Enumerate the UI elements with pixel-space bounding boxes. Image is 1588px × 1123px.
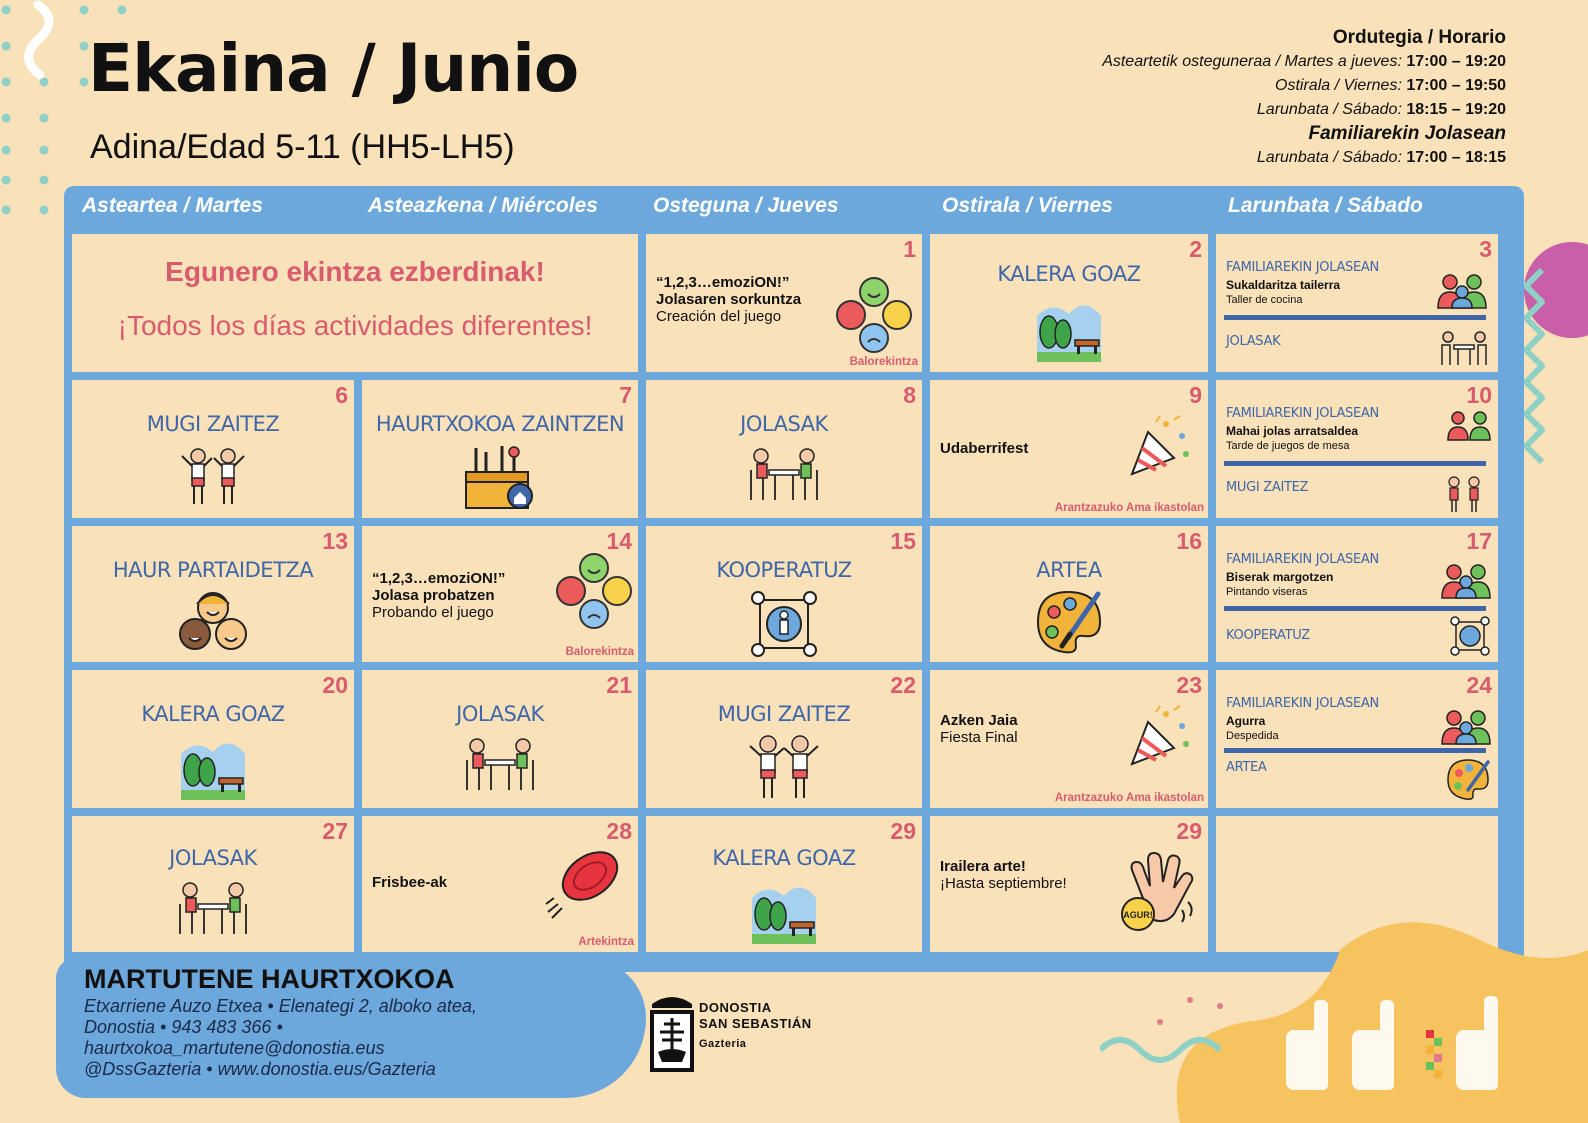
park-icon <box>1033 294 1105 364</box>
kids-jumping-icon <box>178 446 248 508</box>
day-cell-22[interactable] <box>646 670 922 808</box>
board-game-icon <box>749 446 819 502</box>
activity-label: MUGI ZAITEZ <box>1226 480 1309 495</box>
event-translation: Probando el juego <box>372 604 494 621</box>
family-activity-translation: Pintando viseras <box>1226 586 1308 598</box>
event-text <box>656 274 801 325</box>
schedule-line-1-time: 17:00 – 19:20 <box>1406 53 1506 70</box>
day-number: 10 <box>1466 382 1492 408</box>
activity-label: JOLASAK <box>740 412 828 436</box>
weekday-thursday: Osteguna / Jueves <box>653 194 839 217</box>
weekday-friday: Ostirala / Viernes <box>942 194 1113 217</box>
city-logo-text <box>699 1000 812 1052</box>
event-text <box>940 858 1067 892</box>
schedule-line-4 <box>1102 146 1506 170</box>
party-popper-icon <box>1126 704 1194 770</box>
emotions-icon <box>834 276 914 354</box>
intro-cell <box>72 234 638 372</box>
family-label: FAMILIAREKIN JOLASEAN <box>1226 696 1379 711</box>
day-cell-17[interactable] <box>1216 526 1498 662</box>
event-title: Frisbee-ak <box>372 874 448 891</box>
day-number: 6 <box>335 382 348 408</box>
family-activity-translation: Despedida <box>1226 730 1279 742</box>
event-subtitle: Jolasaren sorkuntza <box>656 291 802 308</box>
city-shield-icon <box>646 992 698 1076</box>
badge-text: AGUR! <box>1123 910 1153 920</box>
schedule-line-3-time: 18:15 – 19:20 <box>1406 101 1506 118</box>
day-number: 23 <box>1176 672 1202 698</box>
day-cell-20[interactable] <box>72 670 354 808</box>
family-icon <box>1440 708 1492 746</box>
family-activity: Agurra <box>1226 714 1266 728</box>
schedule-line-2-label: Ostirala / Viernes: <box>1275 77 1402 94</box>
day-cell-7[interactable] <box>362 380 638 518</box>
weekday-header <box>64 186 1524 228</box>
day-number: 14 <box>606 528 632 554</box>
schedule-line-4-label: Larunbata / Sábado: <box>1256 149 1402 166</box>
page-title: Ekaina / Junio <box>88 30 579 107</box>
event-text <box>940 440 1028 457</box>
schedule-heading: Ordutegia / Horario <box>1332 27 1506 48</box>
toolbox-icon <box>462 442 538 512</box>
day-cell-2[interactable] <box>930 234 1208 372</box>
day-number: 28 <box>606 818 632 844</box>
day-number: 16 <box>1176 528 1202 554</box>
day-cell-16[interactable] <box>930 526 1208 662</box>
day-number: 3 <box>1479 236 1492 262</box>
department-name: Gazteria <box>699 1038 747 1050</box>
schedule-line-1 <box>1102 50 1506 74</box>
activity-label: HAURTXOKOA ZAINTZEN <box>375 412 625 436</box>
day-cell-23[interactable] <box>930 670 1208 808</box>
schedule-line-3-label: Larunbata / Sábado: <box>1256 101 1402 118</box>
schedule-box <box>1102 26 1506 170</box>
weekday-wednesday: Asteazkena / Miércoles <box>368 194 598 217</box>
day-cell-13[interactable] <box>72 526 354 662</box>
event-translation: Creación del juego <box>656 308 782 325</box>
intro-text-es: ¡Todos los días actividades diferentes! <box>117 310 593 341</box>
day-number: 8 <box>903 382 916 408</box>
day-number: 29 <box>890 818 916 844</box>
family-icon <box>1446 410 1492 442</box>
weekday-tuesday: Asteartea / Martes <box>82 194 263 217</box>
day-number: 13 <box>322 528 348 554</box>
board-game-icon <box>178 880 248 936</box>
event-location: Arantzazuko Ama ikastolan <box>1054 792 1204 804</box>
day-number: 22 <box>890 672 916 698</box>
event-location: Arantzazuko Ama ikastolan <box>1054 502 1204 514</box>
children-faces-icon <box>175 590 251 654</box>
activity-label: MUGI ZAITEZ <box>717 702 851 726</box>
cooperation-icon <box>1450 616 1490 656</box>
day-number: 20 <box>322 672 348 698</box>
board-game-icon <box>465 736 535 792</box>
activity-label: MUGI ZAITEZ <box>146 412 280 436</box>
logo-decoration-icon <box>1100 910 1588 1123</box>
kids-jumping-icon <box>1442 476 1486 514</box>
party-popper-icon <box>1126 414 1194 480</box>
day-cell-27[interactable] <box>72 816 354 952</box>
family-label: FAMILIAREKIN JOLASEAN <box>1226 260 1379 275</box>
kids-jumping-icon <box>746 734 822 800</box>
day-number: 21 <box>606 672 632 698</box>
event-title: “1,2,3…emoziON!” <box>372 570 506 587</box>
activity-label: JOLASAK <box>169 846 257 870</box>
event-translation: Fiesta Final <box>940 729 1018 746</box>
board-game-icon <box>1440 329 1488 367</box>
schedule-line-2 <box>1102 74 1506 98</box>
park-icon <box>748 876 820 946</box>
city-name-eu: DONOSTIA <box>699 1000 772 1015</box>
day-cell-15[interactable] <box>646 526 922 662</box>
divider <box>1224 315 1486 320</box>
event-translation: ¡Hasta septiembre! <box>940 875 1067 892</box>
activity-label: JOLASAK <box>1226 334 1281 349</box>
schedule-line-4-time: 17:00 – 18:15 <box>1406 149 1506 166</box>
cooperation-icon <box>750 590 818 658</box>
event-text <box>940 712 1018 746</box>
frisbee-icon <box>544 846 624 920</box>
activity-label: ARTEA <box>1036 558 1102 582</box>
event-subtitle: Jolasa probatzen <box>372 587 495 604</box>
contact-phone: Donostia • 943 483 366 • <box>84 1017 283 1037</box>
event-tag: Balorekintza <box>849 356 918 368</box>
paint-palette-icon <box>1446 758 1490 802</box>
event-text <box>372 570 505 621</box>
event-title: “1,2,3…emoziON!” <box>656 274 790 291</box>
divider <box>1224 606 1486 611</box>
day-cell-28[interactable] <box>362 816 638 952</box>
day-number: 7 <box>619 382 632 408</box>
event-text <box>372 874 447 891</box>
contact-email[interactable]: haurtxokoa_martutene@donostia.eus <box>84 1038 385 1058</box>
day-cell-3[interactable] <box>1216 234 1498 372</box>
day-number: 15 <box>890 528 916 554</box>
day-cell-9[interactable] <box>930 380 1208 518</box>
family-icon <box>1436 272 1488 310</box>
city-name-es: SAN SEBASTIÁN <box>699 1016 812 1031</box>
paint-palette-icon <box>1034 588 1104 656</box>
schedule-family-heading: Familiarekin Jolasean <box>1308 123 1506 144</box>
contact-address: Etxarriene Auzo Etxea • Elenategi 2, alboko atea, <box>84 996 477 1016</box>
event-tag: Balorekintza <box>565 646 634 658</box>
calendar-board <box>64 186 1524 972</box>
schedule-line-1-label: Asteartetik osteguneraa / Martes a jueves: <box>1102 53 1402 70</box>
day-number: 27 <box>322 818 348 844</box>
day-number: 24 <box>1466 672 1492 698</box>
event-title: Azken Jaia <box>940 712 1018 729</box>
family-activity-translation: Taller de cocina <box>1226 294 1303 306</box>
contact-web[interactable]: @DssGazteria • www.donostia.eus/Gazteria <box>84 1059 436 1079</box>
family-activity-translation: Tarde de juegos de mesa <box>1226 440 1350 452</box>
activity-label: KALERA GOAZ <box>712 846 856 870</box>
event-title: Irailera arte! <box>940 858 1026 875</box>
activity-label: KALERA GOAZ <box>141 702 285 726</box>
day-number: 17 <box>1466 528 1492 554</box>
day-cell-10[interactable] <box>1216 380 1498 518</box>
schedule-line-3 <box>1102 98 1506 122</box>
divider <box>1224 748 1486 753</box>
event-tag: Artekintza <box>578 936 634 948</box>
activity-label: JOLASAK <box>456 702 544 726</box>
park-icon <box>177 732 249 802</box>
activity-label: HAUR PARTAIDETZA <box>112 558 314 582</box>
activity-label: ARTEA <box>1226 760 1267 775</box>
day-number: 1 <box>903 236 916 262</box>
organization-name: MARTUTENE HAURTXOKOA <box>84 964 455 994</box>
event-title: Udaberrifest <box>940 440 1029 457</box>
day-cell-1[interactable] <box>646 234 922 372</box>
day-cell-21[interactable] <box>362 670 638 808</box>
family-activity: Mahai jolas arratsaldea <box>1226 424 1359 438</box>
day-cell-14[interactable] <box>362 526 638 662</box>
day-cell-6[interactable] <box>72 380 354 518</box>
intro-text-eu: Egunero ekintza ezberdinak! <box>165 256 545 287</box>
day-cell-29-thursday[interactable] <box>646 816 922 952</box>
divider <box>1224 461 1486 466</box>
schedule-line-2-time: 17:00 – 19:50 <box>1406 77 1506 94</box>
page-subtitle: Adina/Edad 5-11 (HH5-LH5) <box>90 128 515 166</box>
activity-label: KOOPERATUZ <box>716 558 852 582</box>
day-number: 29 <box>1176 818 1202 844</box>
day-cell-8[interactable] <box>646 380 922 518</box>
activity-label: KALERA GOAZ <box>997 262 1141 286</box>
activity-label: KOOPERATUZ <box>1226 628 1310 643</box>
family-label: FAMILIAREKIN JOLASEAN <box>1226 552 1379 567</box>
day-number: 9 <box>1189 382 1202 408</box>
family-activity: Biserak margotzen <box>1226 570 1334 584</box>
family-icon <box>1440 562 1492 600</box>
family-label: FAMILIAREKIN JOLASEAN <box>1226 406 1379 421</box>
day-number: 2 <box>1189 236 1202 262</box>
contact-info <box>84 996 477 1080</box>
emotions-icon <box>554 552 634 630</box>
day-cell-24[interactable] <box>1216 670 1498 808</box>
weekday-saturday: Larunbata / Sábado <box>1228 194 1423 217</box>
family-activity: Sukaldaritza tailerra <box>1226 278 1341 292</box>
